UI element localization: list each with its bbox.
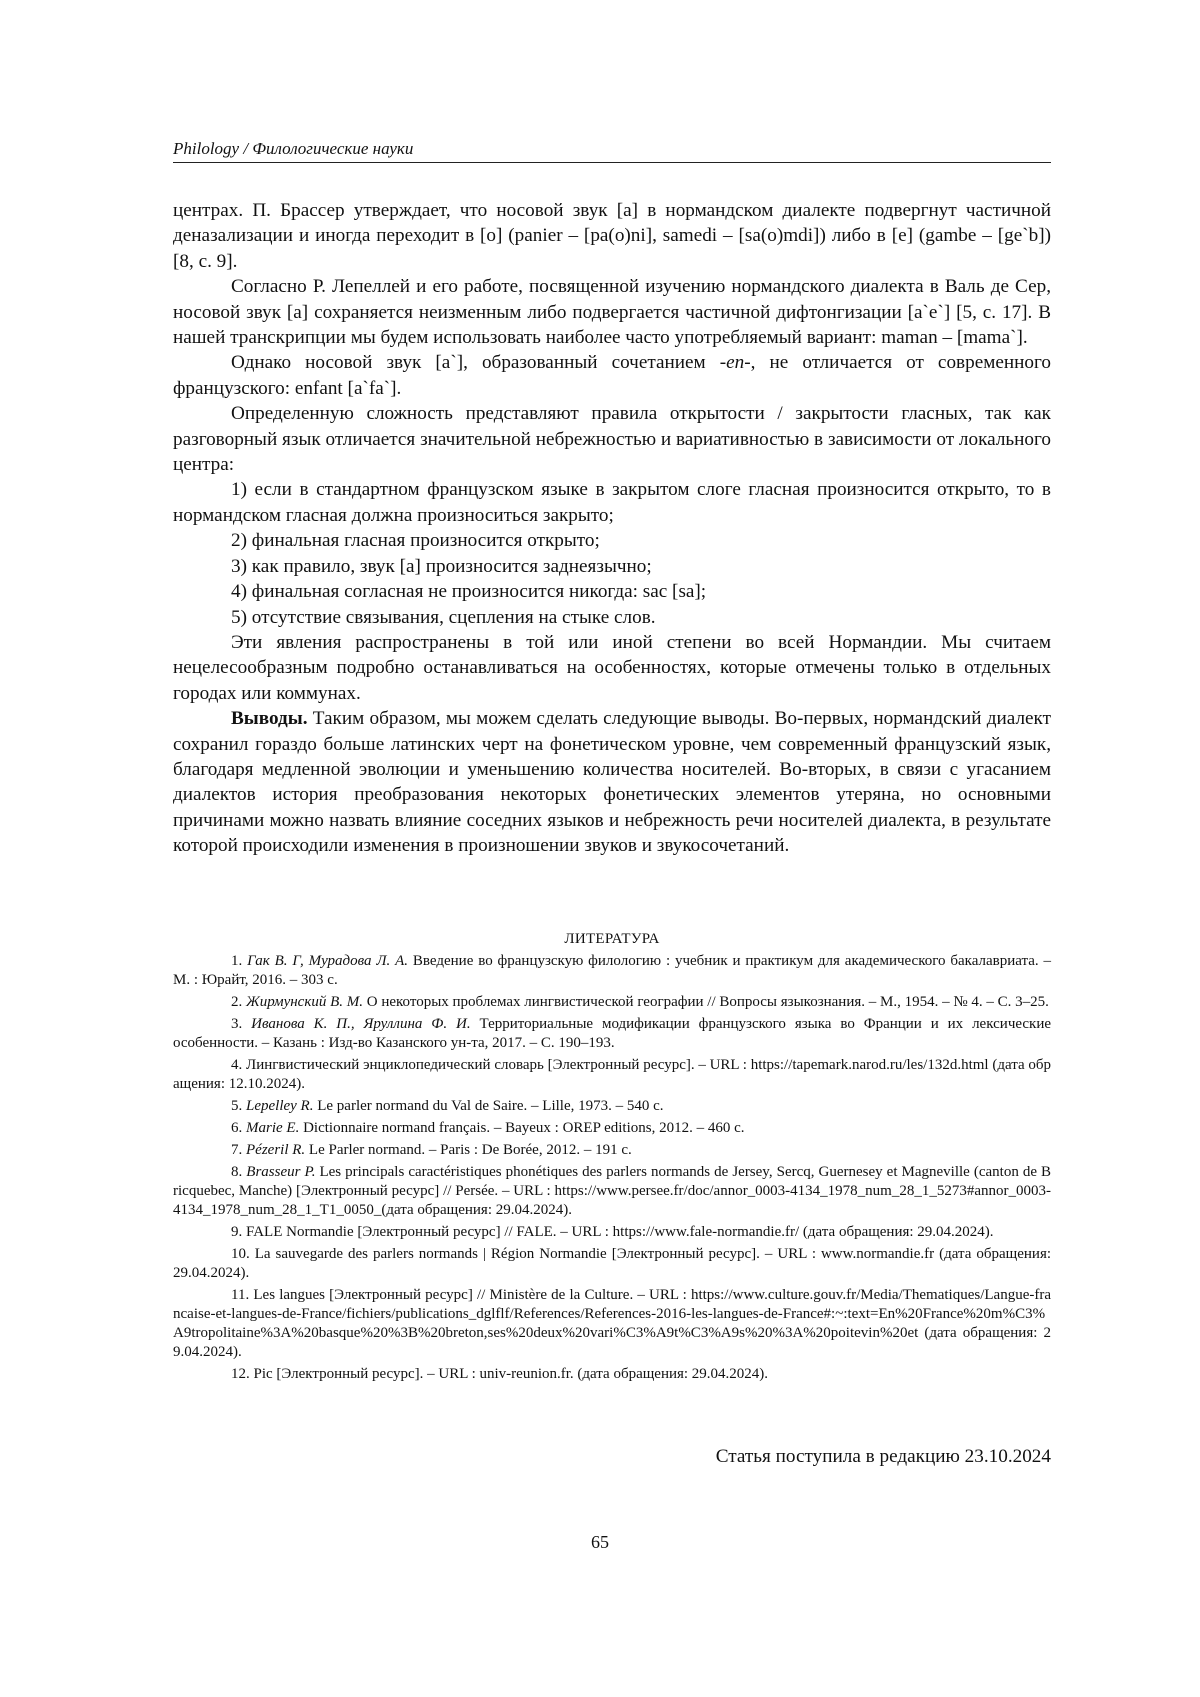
reference-item: 6. Marie E. Dictionnaire normand français. – Bayeux : OREP editions, 2012. – 460 с. (231, 1120, 745, 1136)
reference-item: 9. FALE Normandie [Электронный ресурс] // FALE. – URL : https://www.fale-normandie.fr/ (дата обращения: 29.04.2024). (231, 1224, 994, 1240)
list-item: 4) финальная согласная не произносится никогда: sac [sa]; (231, 581, 707, 603)
body-paragraph: Определенную сложность представляют правила открытости / закрытости гласных, так как разговорный язык отличается значительной небрежностью и вариативностью в зависимости от локального центра: (173, 403, 1051, 476)
article-body (173, 198, 1051, 859)
reference-item: 10. La sauvegarde des parlers normands | Région Normandie [Электронный ресурс]. – URL : www.normandie.fr (дата обращения: 29.04.2024). (173, 1246, 1052, 1281)
reference-item: 1. Гак В. Г, Мурадова Л. А. Введение во французскую филологию : учебник и практикум для академического бакалавриата. – М. : Юрайт, 2016. – 303 с. (173, 953, 1052, 988)
list-item: 3) как правило, звук [a] произносится заднеязычно; (231, 555, 652, 577)
body-paragraph: центрах. П. Брассер утверждает, что носовой звук [a] в нормандском диалекте подвергнут частичной деназализации и иногда переходит в [o] (panier – [pa(o)ni], samedi – [sa(o)mdi]) либо в [e] (gambe – [ge`b]) [8, с. 9]. (173, 200, 1051, 272)
running-header (173, 139, 1051, 163)
received-date: Статья поступила в редакцию 23.10.2024 (715, 1446, 1051, 1467)
reference-item: 3. Иванова К. П., Яруллина Ф. И. Территориальные модификации французского языка во Франции и их лексические особенности. – Казань : Изд-во Казанского ун-та, 2017. – С. 190–193. (173, 1016, 1052, 1051)
running-title: Philology / Филологические науки (173, 139, 414, 158)
conclusions-paragraph: Выводы. Таким образом, мы можем сделать следующие выводы. Во-первых, нормандский диалект сохранил гораздо больше латинских черт на фонетическом уровне, чем современный французский язык, благодаря медленной эволюции и уменьшению количества носителей. Во-вторых, в связи с угасанием диалектов история преобразования некоторых фонетических элементов утеряна, но основными причинами можно назвать влияние соседних языков и небрежность речи носителей диалекта, в результате которой происходили изменения в произношении звуков и звукосочетаний. (173, 708, 1051, 857)
body-paragraph: Согласно Р. Лепеллей и его работе, посвященной изучению нормандского диалекта в Валь де Сер, носовой звук [a] сохраняется неизменным либо подвергается частичной дифтонгизации [a`e`] [5, с. 17]. В нашей транскрипции мы будем использовать наиболее часто употребляемый вариант: maman – [mama`]. (173, 276, 1051, 349)
page-number: 65 (591, 1532, 609, 1552)
reference-item: 4. Лингвистический энциклопедический словарь [Электронный ресурс]. – URL : https://tapemark.narod.ru/les/132d.html (дата обращения: 12.10.2024). (173, 1057, 1052, 1092)
reference-item: 7. Pézeril R. Le Parler normand. – Paris : De Borée, 2012. – 191 с. (231, 1142, 632, 1158)
conclusions-heading: Выводы. (231, 708, 308, 730)
reference-item: 5. Lepelley R. Le parler normand du Val de Saire. – Lille, 1973. – 540 с. (231, 1098, 664, 1114)
reference-item: 2. Жирмунский В. М. О некоторых проблемах лингвистической географии // Вопросы языкознания. – М., 1954. – № 4. – С. 3–25. (231, 994, 1049, 1010)
body-paragraph: Однако носовой звук [a`], образованный сочетанием -en-, не отличается от современного французского: enfant [a`fa`]. (173, 352, 1051, 399)
emphasis: -en- (719, 352, 751, 374)
body-paragraph: Эти явления распространены в той или иной степени во всей Нормандии. Мы считаем нецелесообразным подробно останавливаться на особенностях, которые отмечены только в отдельных городах или коммунах. (173, 631, 1051, 704)
references-section (173, 930, 1051, 1387)
references-title: ЛИТЕРАТУРА (564, 931, 660, 947)
list-item: 1) если в стандартном французском языке в закрытом слоге гласная произносится открыто, то в нормандском гласная должна произноситься закрыто; (173, 479, 1051, 526)
list-item: 5) отсутствие связывания, сцепления на стыке слов. (231, 606, 656, 628)
reference-item: 12. Pic [Электронный ресурс]. – URL : univ-reunion.fr. (дата обращения: 29.04.2024). (231, 1366, 769, 1382)
reference-item: 11. Les langues [Электронный ресурс] // Ministère de la Culture. – URL : https://www.culture.gouv.fr/Media/Thematiques/Langue-francaise-et-langues-de-France/fichiers/publications_dglflf/References/References-2016-les-langues-de-France#:~:text=En%20France%20m%C3%A9tropolitaine%3A%20basque%20%3B%20breton,ses%20deux%20vari%C3%A9t%C3%A9s%20%3A%20poitevin%20et (дата обращения: 29.04.2024). (173, 1287, 1051, 1360)
reference-item: 8. Brasseur P. Les principals caractéristiques phonétiques des parlers normands de Jersey, Sercq, Guernesey et Magneville (canton de Bricquebec, Manche) [Электронный ресурс] // Persée. – URL : https://www.persee.fr/doc/annor_0003-4134_1978_num_28_1_5273#annor_0003-4134_1978_num_28_1_T1_0050_(дата обращения: 29.04.2024). (173, 1164, 1052, 1218)
list-item: 2) финальная гласная произносится открыто; (231, 530, 600, 552)
